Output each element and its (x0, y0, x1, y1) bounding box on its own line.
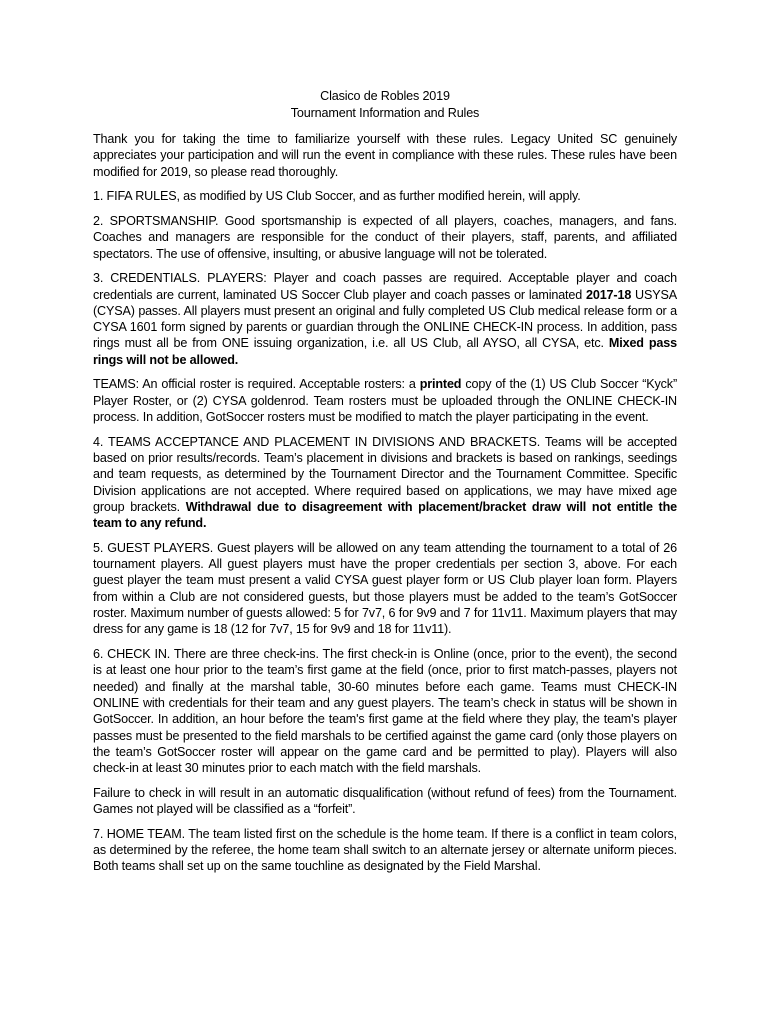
rule-2-sportsmanship: 2. SPORTSMANSHIP. Good sportsmanship is expected of all players, coaches, managers, and fans. Coaches and managers are responsible for the conduct of their players, staff, parents, and affiliated spectators. The use of offensive, insulting, or abusive language will not be tolerated. (93, 213, 677, 261)
rule-5-guest-players: 5. GUEST PLAYERS. Guest players will be allowed on any team attending the tournament to a total of 26 tournament players. All guest players must have the proper credentials per section 3, above. For each guest player the team must present a valid CYSA guest player form or US Club player loan form. Players from within a Club are not considered guests, but those players must be added to the team’s GotSoccer roster. Maximum number of guests allowed: 5 for 7v7, 6 for 9v9 and 7 for 11v11. Maximum players that may dress for any game is 18 (12 for 7v7, 15 for 9v9 and 18 for 11v11). (93, 540, 677, 637)
mixed-pass-rings-warning: Mixed pass rings will not be allowed. (93, 336, 677, 367)
document-subtitle: Tournament Information and Rules (290, 106, 480, 120)
document-page (93, 88, 677, 883)
rule-1-fifa-rules: 1. FIFA RULES, as modified by US Club Soccer, and as further modified herein, will apply. (93, 189, 581, 204)
credentials-season-bold: 2017-18 (586, 287, 632, 302)
failure-check-in-paragraph: Failure to check in will result in an automatic disqualification (without refund of fees) from the Tournament. Games not played will be classified as a “forfeit”. (93, 785, 677, 817)
document-title: Clasico de Robles 2019 (320, 89, 450, 103)
rule-7-home-team: 7. HOME TEAM. The team listed first on the schedule is the home team. If there is a conflict in team colors, as determined by the referee, the home team shall switch to an alternate jersey or alternate uniform pieces. Both teams shall set up on the same touchline as designated by the Field Marshal. (93, 826, 677, 874)
intro-paragraph: Thank you for taking the time to familiarize yourself with these rules. Legacy United SC genuinely appreciates your participation and will run the event in compliance with these rules. These rules have been modified for 2019, so please read thoroughly. (93, 132, 677, 179)
withdrawal-warning: Withdrawal due to disagreement with placement/bracket draw will not entitle the team to any refund. (93, 499, 677, 531)
printed-bold: printed (419, 377, 462, 392)
rule-6-check-in: 6. CHECK IN. There are three check-ins. The first check-in is Online (once, prior to the event), the second is at least one hour prior to the team’s first game at the field (once, prior to first match-passes, players not needed) and finally at the marshal table, 30-60 minutes before each game. Teams must CHECK-IN ONLINE with credentials for their team and any guest players. The team’s check in status will be shown in GotSoccer. In addition, an hour before the team's first game at the field where they play, the team's player passes must be presented to the field marshals to be certified against the game card (only those players on the team’s GotSoccer roster will appear on the game card and be permitted to play). Players will also check-in at least 30 minutes prior to each match with the field marshals. (93, 647, 677, 776)
teams-roster-paragraph: TEAMS: An official roster is required. Acceptable rosters: a printed copy of the (1) US Club Soccer “Kyck” Player Roster, or (2) CYSA goldenrod. Team rosters must be uploaded through the ONLINE CHECK-IN process. In addition, GotSoccer rosters must be modified to match the player participating in the event. (93, 377, 677, 425)
title-block (93, 88, 677, 122)
rule-3-credentials: 3. CREDENTIALS. PLAYERS: Player and coach passes are required. Acceptable player and coach credentials are current, laminated US Soccer Club player and coach passes or laminated 2017-18 USYSA (CYSA) passes. All players must present an original and fully completed US Club medical release form or a CYSA 1601 form signed by parents or guardian through the ONLINE CHECK-IN process. In addition, pass rings must all be from ONE issuing organization, i.e. all US Club, all AYSO, all CYSA, etc. Mixed pass rings will not be allowed. (93, 271, 677, 367)
rule-4-teams-acceptance: 4. TEAMS ACCEPTANCE AND PLACEMENT IN DIVISIONS AND BRACKETS. Teams will be accepted based on prior results/records. Team’s placement in divisions and brackets is based on rankings, seedings and team requests, as determined by the Tournament Director and the Tournament Committee. Specific Division applications are not accepted. Where required based on applications, we may have mixed age group brackets. Withdrawal due to disagreement with placement/bracket draw will not entitle the team to any refund. (93, 434, 677, 531)
